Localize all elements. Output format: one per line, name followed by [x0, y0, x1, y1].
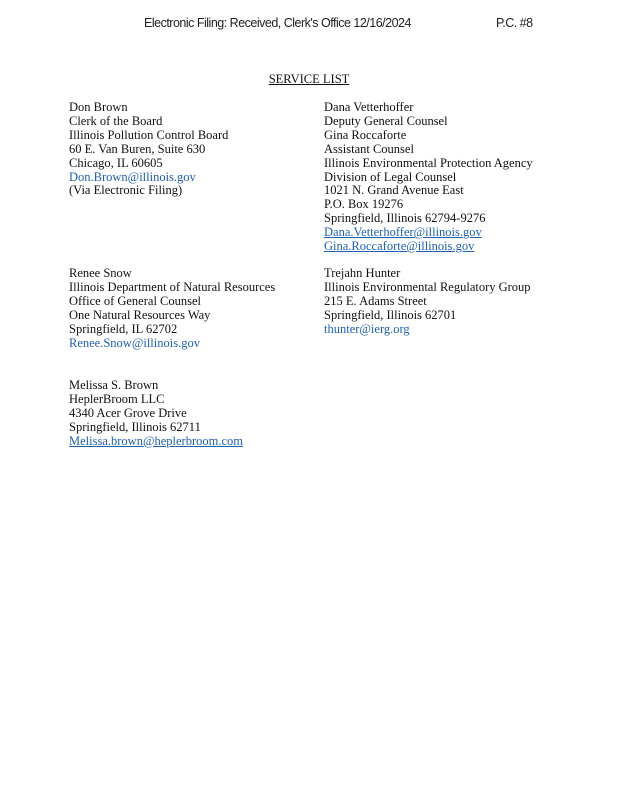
service-entry-trejahn-hunter: [324, 267, 531, 337]
filing-stamp: Electronic Filing: Received, Clerk's Office 12/16/2024: [144, 16, 411, 30]
contact-name: Melissa S. Brown: [69, 378, 159, 392]
contact-organization: Illinois Environmental Protection Agency: [324, 155, 533, 170]
contact-city: Springfield, IL 62702: [69, 321, 178, 336]
email-link[interactable]: Don.Brown@illinois.gov: [69, 169, 196, 184]
email-link[interactable]: thunter@ierg.org: [324, 321, 410, 336]
contact-po-box: P.O. Box 19276: [324, 197, 404, 212]
contact-name: Don Brown: [69, 100, 128, 114]
contact-name: Gina Roccaforte: [324, 127, 407, 142]
contact-city: Springfield, Illinois 62711: [69, 419, 201, 434]
filing-header: [0, 16, 618, 36]
contact-city: Chicago, IL 60605: [69, 155, 163, 170]
contact-division: Division of Legal Counsel: [324, 169, 457, 184]
contact-organization: Illinois Department of Natural Resources: [69, 279, 276, 294]
service-entry-don-brown: [69, 101, 228, 198]
service-entry-illinois-epa: [324, 101, 533, 254]
contact-title: Assistant Counsel: [324, 141, 414, 156]
contact-organization: Illinois Environmental Regulatory Group: [324, 279, 531, 294]
contact-title: Clerk of the Board: [69, 113, 163, 128]
contact-address: 60 E. Van Buren, Suite 630: [69, 141, 206, 156]
contact-address: 215 E. Adams Street: [324, 293, 427, 308]
delivery-note: (Via Electronic Filing): [69, 183, 183, 198]
email-link[interactable]: Dana.Vetterhoffer@illinois.gov: [324, 225, 482, 240]
contact-address: 4340 Acer Grove Drive: [69, 405, 187, 420]
contact-organization: HeplerBroom LLC: [69, 391, 165, 406]
pc-number: P.C. #8: [496, 16, 533, 30]
email-link[interactable]: Gina.Roccaforte@illinois.gov: [324, 239, 475, 254]
contact-name: Trejahn Hunter: [324, 266, 401, 280]
email-link[interactable]: Renee.Snow@illinois.gov: [69, 335, 200, 350]
service-entry-melissa-brown: [69, 379, 243, 449]
contact-city: Springfield, Illinois 62794-9276: [324, 211, 486, 226]
page-title: SERVICE LIST: [268, 72, 350, 86]
contact-organization: Illinois Pollution Control Board: [69, 127, 229, 142]
contact-name: Renee Snow: [69, 266, 132, 280]
contact-city: Springfield, Illinois 62701: [324, 307, 457, 322]
service-entry-renee-snow: [69, 267, 275, 350]
contact-office: Office of General Counsel: [69, 293, 202, 308]
contact-title: Deputy General Counsel: [324, 113, 448, 128]
contact-address: 1021 N. Grand Avenue East: [324, 183, 464, 198]
contact-name: Dana Vetterhoffer: [324, 100, 414, 114]
contact-address: One Natural Resources Way: [69, 307, 211, 322]
email-link[interactable]: Melissa.brown@heplerbroom.com: [69, 433, 243, 448]
